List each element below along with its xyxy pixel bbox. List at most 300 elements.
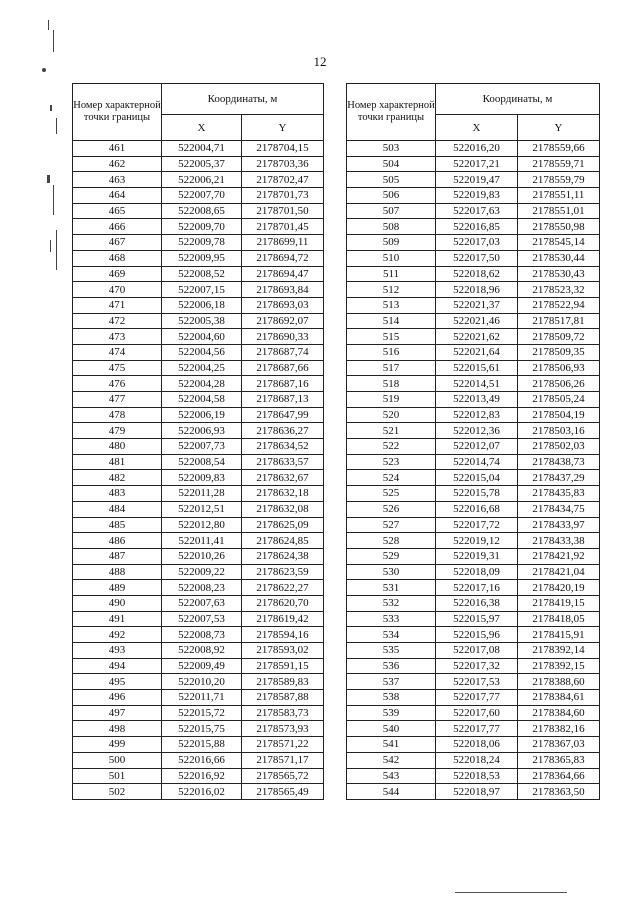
y-coordinate-cell: 2178509,35	[518, 344, 600, 360]
x-coordinate-cell: 522007,70	[162, 188, 242, 204]
y-coordinate-cell: 2178593,02	[242, 643, 324, 659]
table-row	[73, 250, 324, 266]
y-coordinate-cell: 2178559,71	[518, 156, 600, 172]
point-number-cell: 505	[347, 172, 436, 188]
table-row	[347, 141, 600, 157]
x-coordinate-cell: 522014,51	[436, 376, 518, 392]
point-number-cell: 536	[347, 658, 436, 674]
x-coordinate-cell: 522011,71	[162, 690, 242, 706]
point-number-cell: 461	[73, 141, 162, 157]
point-number-cell: 480	[73, 439, 162, 455]
x-coordinate-cell: 522008,73	[162, 627, 242, 643]
table-row	[73, 360, 324, 376]
table-row	[73, 643, 324, 659]
point-number-cell: 533	[347, 611, 436, 627]
y-coordinate-cell: 2178687,66	[242, 360, 324, 376]
y-coordinate-cell: 2178701,50	[242, 203, 324, 219]
x-coordinate-cell: 522018,06	[436, 737, 518, 753]
x-coordinate-cell: 522017,32	[436, 658, 518, 674]
point-number-cell: 507	[347, 203, 436, 219]
table-row	[73, 705, 324, 721]
table-row	[73, 344, 324, 360]
x-coordinate-cell: 522004,60	[162, 329, 242, 345]
point-number-cell: 501	[73, 768, 162, 784]
y-coordinate-cell: 2178634,52	[242, 439, 324, 455]
point-number-cell: 543	[347, 768, 436, 784]
x-coordinate-cell: 522016,85	[436, 219, 518, 235]
y-coordinate-cell: 2178701,45	[242, 219, 324, 235]
table-row	[73, 141, 324, 157]
point-number-cell: 467	[73, 235, 162, 251]
x-coordinate-cell: 522016,02	[162, 784, 242, 800]
y-coordinate-cell: 2178633,57	[242, 454, 324, 470]
coordinates-header: Координаты, м	[162, 84, 324, 115]
y-coordinate-cell: 2178435,83	[518, 486, 600, 502]
x-header: X	[436, 115, 518, 141]
x-coordinate-cell: 522009,22	[162, 564, 242, 580]
point-number-cell: 464	[73, 188, 162, 204]
y-coordinate-cell: 2178571,17	[242, 752, 324, 768]
table-row	[73, 392, 324, 408]
point-number-cell: 469	[73, 266, 162, 282]
x-coordinate-cell: 522021,46	[436, 313, 518, 329]
y-coordinate-cell: 2178363,50	[518, 784, 600, 800]
x-coordinate-cell: 522007,53	[162, 611, 242, 627]
y-coordinate-cell: 2178367,03	[518, 737, 600, 753]
table-row	[73, 423, 324, 439]
y-coordinate-cell: 2178419,15	[518, 595, 600, 611]
table-row	[73, 188, 324, 204]
table-row	[73, 627, 324, 643]
y-coordinate-cell: 2178694,47	[242, 266, 324, 282]
x-coordinate-cell: 522008,52	[162, 266, 242, 282]
y-coordinate-cell: 2178559,66	[518, 141, 600, 157]
x-coordinate-cell: 522015,96	[436, 627, 518, 643]
x-coordinate-cell: 522017,50	[436, 250, 518, 266]
table-row	[347, 250, 600, 266]
point-number-cell: 477	[73, 392, 162, 408]
table-row	[347, 658, 600, 674]
point-number-cell: 521	[347, 423, 436, 439]
x-coordinate-cell: 522015,97	[436, 611, 518, 627]
x-coordinate-cell: 522007,15	[162, 282, 242, 298]
point-number-cell: 483	[73, 486, 162, 502]
table-row	[73, 486, 324, 502]
y-coordinate-cell: 2178692,07	[242, 313, 324, 329]
x-coordinate-cell: 522004,25	[162, 360, 242, 376]
x-coordinate-cell: 522021,37	[436, 297, 518, 313]
table-row	[73, 595, 324, 611]
table-row	[73, 721, 324, 737]
table-row	[347, 360, 600, 376]
table-row	[73, 548, 324, 564]
y-coordinate-cell: 2178701,73	[242, 188, 324, 204]
table-row	[347, 297, 600, 313]
y-coordinate-cell: 2178625,09	[242, 517, 324, 533]
x-coordinate-cell: 522017,21	[436, 156, 518, 172]
table-row	[73, 235, 324, 251]
table-row	[73, 533, 324, 549]
y-coordinate-cell: 2178523,32	[518, 282, 600, 298]
point-number-cell: 534	[347, 627, 436, 643]
x-coordinate-cell: 522012,83	[436, 407, 518, 423]
point-number-cell: 523	[347, 454, 436, 470]
table-row	[347, 752, 600, 768]
point-number-cell: 511	[347, 266, 436, 282]
y-coordinate-cell: 2178632,67	[242, 470, 324, 486]
table-row	[347, 470, 600, 486]
point-number-cell: 466	[73, 219, 162, 235]
y-coordinate-cell: 2178632,08	[242, 501, 324, 517]
table-row	[347, 439, 600, 455]
coordinates-table-right	[346, 83, 600, 800]
y-coordinate-cell: 2178545,14	[518, 235, 600, 251]
point-number-cell: 517	[347, 360, 436, 376]
point-number-cell: 470	[73, 282, 162, 298]
y-coordinate-cell: 2178690,33	[242, 329, 324, 345]
point-number-cell: 519	[347, 392, 436, 408]
x-coordinate-cell: 522012,80	[162, 517, 242, 533]
table-row	[347, 454, 600, 470]
y-coordinate-cell: 2178687,74	[242, 344, 324, 360]
point-number-cell: 515	[347, 329, 436, 345]
point-number-cell: 498	[73, 721, 162, 737]
y-coordinate-cell: 2178415,91	[518, 627, 600, 643]
table-row	[347, 690, 600, 706]
table-row	[347, 266, 600, 282]
x-coordinate-cell: 522009,95	[162, 250, 242, 266]
x-coordinate-cell: 522006,21	[162, 172, 242, 188]
point-number-cell: 513	[347, 297, 436, 313]
y-coordinate-cell: 2178502,03	[518, 439, 600, 455]
y-coordinate-cell: 2178693,84	[242, 282, 324, 298]
point-number-cell: 475	[73, 360, 162, 376]
point-number-cell: 484	[73, 501, 162, 517]
point-number-cell: 482	[73, 470, 162, 486]
y-coordinate-cell: 2178551,11	[518, 188, 600, 204]
table-row	[347, 611, 600, 627]
x-coordinate-cell: 522017,03	[436, 235, 518, 251]
y-coordinate-cell: 2178506,26	[518, 376, 600, 392]
table-row	[347, 423, 600, 439]
y-coordinate-cell: 2178583,73	[242, 705, 324, 721]
table-row	[73, 658, 324, 674]
y-coordinate-cell: 2178382,16	[518, 721, 600, 737]
point-number-cell: 537	[347, 674, 436, 690]
point-number-cell: 487	[73, 548, 162, 564]
y-coordinate-cell: 2178647,99	[242, 407, 324, 423]
y-coordinate-cell: 2178550,98	[518, 219, 600, 235]
x-coordinate-cell: 522015,88	[162, 737, 242, 753]
x-coordinate-cell: 522009,78	[162, 235, 242, 251]
point-number-cell: 489	[73, 580, 162, 596]
table-row	[347, 344, 600, 360]
table-row	[347, 392, 600, 408]
point-number-cell: 531	[347, 580, 436, 596]
point-number-cell: 520	[347, 407, 436, 423]
table-row	[347, 768, 600, 784]
point-number-cell: 481	[73, 454, 162, 470]
y-coordinate-cell: 2178694,72	[242, 250, 324, 266]
x-coordinate-cell: 522008,92	[162, 643, 242, 659]
table-row	[347, 627, 600, 643]
y-coordinate-cell: 2178517,81	[518, 313, 600, 329]
point-number-cell: 496	[73, 690, 162, 706]
table-row	[347, 517, 600, 533]
y-coordinate-cell: 2178438,73	[518, 454, 600, 470]
point-number-cell: 504	[347, 156, 436, 172]
table-row	[73, 470, 324, 486]
y-coordinate-cell: 2178392,14	[518, 643, 600, 659]
y-coordinate-cell: 2178434,75	[518, 501, 600, 517]
y-coordinate-cell: 2178420,19	[518, 580, 600, 596]
x-coordinate-cell: 522016,38	[436, 595, 518, 611]
y-coordinate-cell: 2178703,36	[242, 156, 324, 172]
table-row	[347, 548, 600, 564]
point-number-cell: 522	[347, 439, 436, 455]
x-coordinate-cell: 522008,23	[162, 580, 242, 596]
point-number-cell: 535	[347, 643, 436, 659]
table-row	[347, 376, 600, 392]
table-row	[347, 533, 600, 549]
x-coordinate-cell: 522004,58	[162, 392, 242, 408]
x-coordinate-cell: 522021,64	[436, 344, 518, 360]
x-coordinate-cell: 522016,66	[162, 752, 242, 768]
table-row	[347, 674, 600, 690]
y-coordinate-cell: 2178364,66	[518, 768, 600, 784]
x-coordinate-cell: 522015,04	[436, 470, 518, 486]
point-number-cell: 538	[347, 690, 436, 706]
point-number-cell: 490	[73, 595, 162, 611]
point-number-cell: 499	[73, 737, 162, 753]
point-number-cell: 539	[347, 705, 436, 721]
y-coordinate-cell: 2178392,15	[518, 658, 600, 674]
point-number-cell: 525	[347, 486, 436, 502]
x-coordinate-cell: 522019,47	[436, 172, 518, 188]
x-coordinate-cell: 522009,49	[162, 658, 242, 674]
point-number-cell: 500	[73, 752, 162, 768]
point-number-cell: 526	[347, 501, 436, 517]
point-number-cell: 463	[73, 172, 162, 188]
x-coordinate-cell: 522018,96	[436, 282, 518, 298]
y-coordinate-cell: 2178623,59	[242, 564, 324, 580]
x-coordinate-cell: 522004,71	[162, 141, 242, 157]
point-number-cell: 502	[73, 784, 162, 800]
coordinates-table-body	[73, 141, 324, 800]
table-row	[73, 172, 324, 188]
y-header: Y	[518, 115, 600, 141]
y-coordinate-cell: 2178587,88	[242, 690, 324, 706]
x-coordinate-cell: 522012,07	[436, 439, 518, 455]
table-row	[347, 643, 600, 659]
point-number-cell: 529	[347, 548, 436, 564]
x-coordinate-cell: 522019,83	[436, 188, 518, 204]
table-row	[73, 219, 324, 235]
table-row	[347, 737, 600, 753]
point-number-cell: 503	[347, 141, 436, 157]
table-row	[73, 203, 324, 219]
y-coordinate-cell: 2178620,70	[242, 595, 324, 611]
y-coordinate-cell: 2178704,15	[242, 141, 324, 157]
point-number-cell: 544	[347, 784, 436, 800]
point-number-cell: 540	[347, 721, 436, 737]
x-coordinate-cell: 522017,16	[436, 580, 518, 596]
x-coordinate-cell: 522018,53	[436, 768, 518, 784]
point-number-cell: 512	[347, 282, 436, 298]
table-row	[73, 313, 324, 329]
x-coordinate-cell: 522012,36	[436, 423, 518, 439]
point-number-cell: 488	[73, 564, 162, 580]
y-coordinate-cell: 2178687,16	[242, 376, 324, 392]
point-number-cell: 492	[73, 627, 162, 643]
point-number-cell: 508	[347, 219, 436, 235]
table-row	[73, 501, 324, 517]
x-coordinate-cell: 522007,73	[162, 439, 242, 455]
table-row	[73, 752, 324, 768]
x-coordinate-cell: 522009,70	[162, 219, 242, 235]
x-coordinate-cell: 522016,20	[436, 141, 518, 157]
table-row	[73, 784, 324, 800]
x-coordinate-cell: 522017,63	[436, 203, 518, 219]
point-number-cell: 516	[347, 344, 436, 360]
y-coordinate-cell: 2178433,38	[518, 533, 600, 549]
table-row	[347, 156, 600, 172]
y-coordinate-cell: 2178589,83	[242, 674, 324, 690]
y-coordinate-cell: 2178418,05	[518, 611, 600, 627]
page-number: 12	[313, 54, 327, 69]
x-coordinate-cell: 522010,26	[162, 548, 242, 564]
point-number-cell: 474	[73, 344, 162, 360]
point-number-cell: 541	[347, 737, 436, 753]
point-number-cell: 494	[73, 658, 162, 674]
y-coordinate-cell: 2178571,22	[242, 737, 324, 753]
y-coordinate-cell: 2178622,27	[242, 580, 324, 596]
x-coordinate-cell: 522006,19	[162, 407, 242, 423]
table-row	[347, 564, 600, 580]
y-coordinate-cell: 2178433,97	[518, 517, 600, 533]
table-row	[347, 486, 600, 502]
table-row	[347, 235, 600, 251]
table-row	[73, 282, 324, 298]
x-coordinate-cell: 522015,78	[436, 486, 518, 502]
x-coordinate-cell: 522005,37	[162, 156, 242, 172]
x-coordinate-cell: 522017,53	[436, 674, 518, 690]
point-number-cell: 497	[73, 705, 162, 721]
y-coordinate-cell: 2178632,18	[242, 486, 324, 502]
footer-rule	[455, 892, 567, 893]
x-coordinate-cell: 522018,24	[436, 752, 518, 768]
point-number-cell: 486	[73, 533, 162, 549]
point-number-cell: 524	[347, 470, 436, 486]
point-number-header: Номер характерной точки границы	[347, 84, 436, 141]
table-row	[73, 580, 324, 596]
table-row	[73, 156, 324, 172]
y-coordinate-cell: 2178565,49	[242, 784, 324, 800]
point-number-cell: 478	[73, 407, 162, 423]
y-coordinate-cell: 2178530,44	[518, 250, 600, 266]
y-coordinate-cell: 2178509,72	[518, 329, 600, 345]
x-coordinate-cell: 522004,28	[162, 376, 242, 392]
table-row	[73, 376, 324, 392]
point-number-cell: 476	[73, 376, 162, 392]
point-number-cell: 472	[73, 313, 162, 329]
table-row	[347, 188, 600, 204]
y-coordinate-cell: 2178702,47	[242, 172, 324, 188]
point-number-cell: 518	[347, 376, 436, 392]
x-coordinate-cell: 522008,65	[162, 203, 242, 219]
table-row	[347, 172, 600, 188]
coordinates-table-body	[347, 141, 600, 800]
table-row	[347, 501, 600, 517]
y-coordinate-cell: 2178421,92	[518, 548, 600, 564]
x-header: X	[162, 115, 242, 141]
point-number-cell: 473	[73, 329, 162, 345]
x-coordinate-cell: 522019,31	[436, 548, 518, 564]
table-row	[73, 564, 324, 580]
scan-artifact-marks	[20, 0, 60, 300]
point-number-cell: 465	[73, 203, 162, 219]
y-coordinate-cell: 2178594,16	[242, 627, 324, 643]
point-number-cell: 510	[347, 250, 436, 266]
table-row	[347, 580, 600, 596]
table-row	[73, 737, 324, 753]
table-row	[347, 784, 600, 800]
y-coordinate-cell: 2178384,61	[518, 690, 600, 706]
x-coordinate-cell: 522018,97	[436, 784, 518, 800]
y-coordinate-cell: 2178504,19	[518, 407, 600, 423]
x-coordinate-cell: 522017,77	[436, 690, 518, 706]
table-row	[347, 407, 600, 423]
y-coordinate-cell: 2178693,03	[242, 297, 324, 313]
x-coordinate-cell: 522004,56	[162, 344, 242, 360]
x-coordinate-cell: 522021,62	[436, 329, 518, 345]
y-coordinate-cell: 2178388,60	[518, 674, 600, 690]
table-row	[73, 297, 324, 313]
x-coordinate-cell: 522019,12	[436, 533, 518, 549]
y-header: Y	[242, 115, 324, 141]
y-coordinate-cell: 2178573,93	[242, 721, 324, 737]
x-coordinate-cell: 522006,18	[162, 297, 242, 313]
x-coordinate-cell: 522015,61	[436, 360, 518, 376]
x-coordinate-cell: 522011,41	[162, 533, 242, 549]
point-number-cell: 485	[73, 517, 162, 533]
table-row	[347, 282, 600, 298]
point-number-header: Номер характерной точки границы	[73, 84, 162, 141]
y-coordinate-cell: 2178687,13	[242, 392, 324, 408]
y-coordinate-cell: 2178551,01	[518, 203, 600, 219]
y-coordinate-cell: 2178559,79	[518, 172, 600, 188]
x-coordinate-cell: 522017,08	[436, 643, 518, 659]
point-number-cell: 495	[73, 674, 162, 690]
point-number-cell: 462	[73, 156, 162, 172]
table-row	[73, 768, 324, 784]
table-row	[347, 595, 600, 611]
x-coordinate-cell: 522012,51	[162, 501, 242, 517]
y-coordinate-cell: 2178503,16	[518, 423, 600, 439]
x-coordinate-cell: 522015,75	[162, 721, 242, 737]
x-coordinate-cell: 522016,68	[436, 501, 518, 517]
x-coordinate-cell: 522018,62	[436, 266, 518, 282]
y-coordinate-cell: 2178365,83	[518, 752, 600, 768]
table-row	[73, 266, 324, 282]
x-coordinate-cell: 522011,28	[162, 486, 242, 502]
table-row	[73, 439, 324, 455]
x-coordinate-cell: 522017,72	[436, 517, 518, 533]
x-coordinate-cell: 522017,60	[436, 705, 518, 721]
table-row	[347, 219, 600, 235]
x-coordinate-cell: 522007,63	[162, 595, 242, 611]
y-coordinate-cell: 2178565,72	[242, 768, 324, 784]
